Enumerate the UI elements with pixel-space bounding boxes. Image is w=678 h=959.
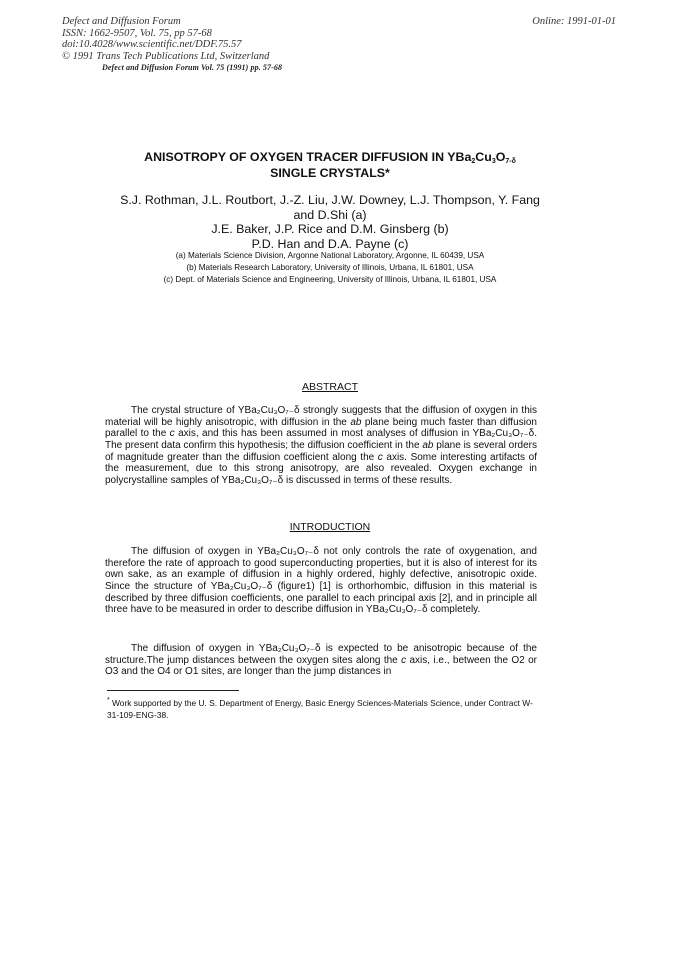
introduction-paragraph-2 [105,643,537,678]
affiliation-line: (c) Dept. of Materials Science and Engineering, University of Illinois, Urbana, IL 61801, USA [163,275,497,284]
scanned-running-header: Defect and Diffusion Forum Vol. 75 (1991) pp. 57-68 [102,63,283,72]
journal-metadata [62,16,269,62]
author-list [100,193,560,251]
formula: YBa₂Cu₃O₇₋δ [237,405,300,416]
footnote-divider [107,690,239,691]
title-line-1: ANISOTROPY OF OXYGEN TRACER DIFFUSION IN $YBa_2Cu_3O_{7-\delta}$ [144,150,516,165]
copyright-line: © 1991 Trans Tech Publications Ltd, Switzerland [62,50,270,62]
footnote [107,695,539,721]
introduction-paragraph-1 [105,546,537,616]
doi-line[interactable]: doi:10.4028/www.scientific.net/DDF.75.57 [62,39,242,50]
online-date: Online: 1991-01-01 [532,16,616,27]
formula: YBa₂Cu₃O₇₋δ [221,474,284,486]
formula: YBa₂Cu₃O₇₋δ [257,546,319,557]
author-line: S.J. Rothman, J.L. Routbort, J.-Z. Liu, J.W. Downey, L.J. Thompson, Y. Fang [120,193,540,207]
footnote-mark: * [107,697,110,704]
formula: YBa₂Cu₃O₇₋δ [210,580,273,592]
formula: YBa₂Cu₃O₇₋δ [258,643,321,654]
issn-line: ISSN: 1662-9507, Vol. 75, pp 57-68 [62,27,212,39]
formula: YBa₂Cu₃O₇₋δ [365,604,428,616]
footnote-text: Work supported by the U. S. Department of Energy, Basic Energy Sciences-Materials Science, under Contract W-31-109-ENG-38. [107,697,533,720]
intro-text: The diffusion of oxygen in YBa₂Cu₃O₇₋δ not only controls the rate of oxygenation, and therefore the rate of approach to good superconducting properties, but it is also of interest for its own sake, as an example of diffusion in a highly ordered, highly defective, anisotropic oxide. Since the structure of YBa₂Cu₃O₇₋δ (figure1) [1] is orthorhombic, diffusion in this material is described by three diffusion coefficients, one parallel to each principal axis [2], and in principle all three have to be measured in order to describe diffusion in YBa₂Cu₃O₇₋δ completely. [105,546,537,616]
affiliations [100,250,560,286]
introduction-heading: INTRODUCTION [289,521,371,533]
formula: YBa₂Cu₃O₇₋δ [472,428,535,440]
author-line: and D.Shi (a) [293,207,367,222]
abstract-text: The crystal structure of YBa₂Cu₃O₇₋δ strongly suggests that the diffusion of oxygen in this material will be highly anisotropic, with diffusion in the ab plane being much faster than diffusion parallel to the c axis, and this has been assumed in most analyses of diffusion in YBa₂Cu₃O₇₋δ. The present data confirm this hypothesis; the diffusion coefficient in the ab plane is several orders of magnitude greater than the diffusion coefficient along the c axis. Some interesting artifacts of the measurement, due to this strong anisotropy, are also revealed. Oxygen exchange in polycrystalline samples of YBa₂Cu₃O₇₋δ is discussed in terms of these results. [105,405,537,486]
affiliation-line: (a) Materials Science Division, Argonne National Laboratory, Argonne, IL 60439, USA [175,251,485,260]
journal-name: Defect and Diffusion Forum [62,16,181,27]
abstract-paragraph [105,405,537,487]
intro-text: The diffusion of oxygen in YBa₂Cu₃O₇₋δ is expected to be anisotropic because of the structure.The jump distances between the oxygen sites along the c axis, i.e., between the O2 or O3 and the O4 or O1 sites, are longer than the jump distances in [105,643,537,678]
paper-title [110,150,550,181]
author-line: P.D. Han and D.A. Payne (c) [251,236,409,251]
affiliation-line: (b) Materials Research Laboratory, University of Illinois, Urbana, IL 61801, USA [186,263,474,272]
abstract-heading: ABSTRACT [301,381,358,393]
author-line: J.E. Baker, J.P. Rice and D.M. Ginsberg (b) [211,222,449,237]
title-line-2: SINGLE CRYSTALS* [270,165,390,180]
